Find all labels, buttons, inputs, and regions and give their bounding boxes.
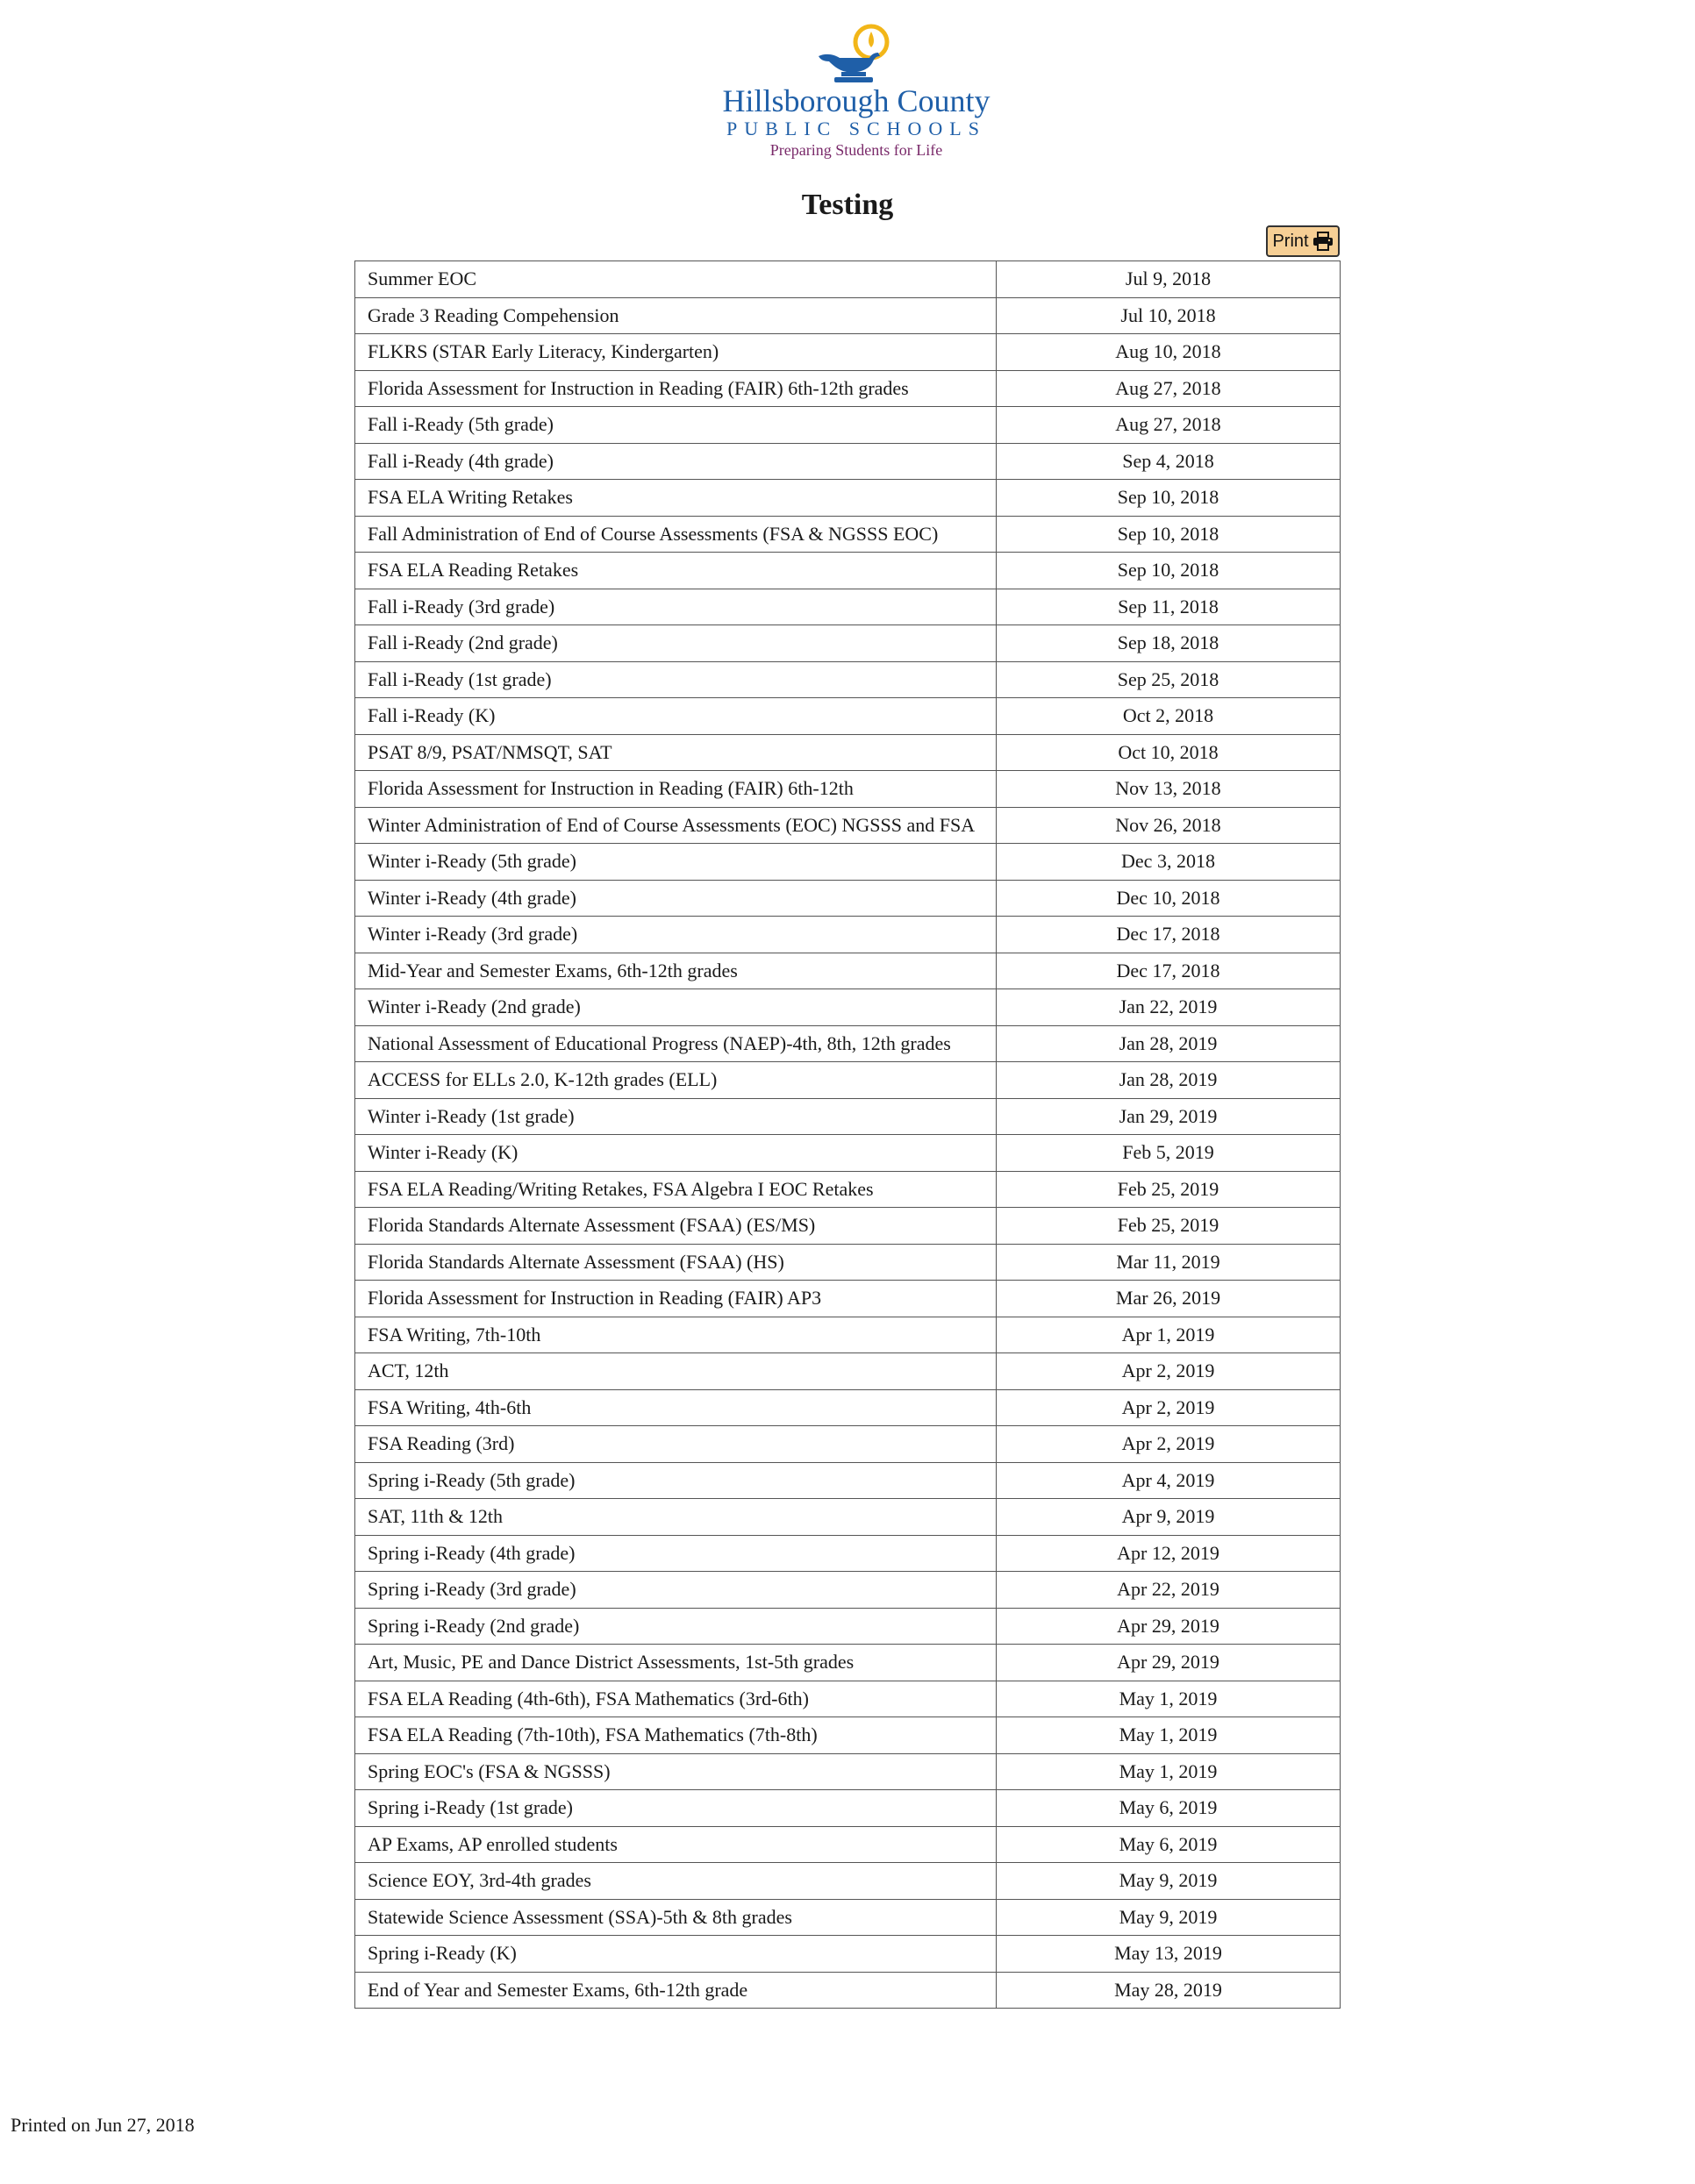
- test-date-cell: Oct 2, 2018: [997, 698, 1341, 735]
- test-name-cell: FSA Reading (3rd): [355, 1426, 997, 1463]
- printer-icon: [1312, 232, 1334, 251]
- test-name-cell: Art, Music, PE and Dance District Assessments, 1st-5th grades: [355, 1645, 997, 1681]
- test-name-cell: Mid-Year and Semester Exams, 6th-12th grades: [355, 953, 997, 989]
- table-row: [355, 1135, 1341, 1172]
- test-name-cell: Statewide Science Assessment (SSA)-5th & 8th grades: [355, 1899, 997, 1936]
- test-name-cell: FLKRS (STAR Early Literacy, Kindergarten): [355, 334, 997, 371]
- test-date-cell: Jul 9, 2018: [997, 261, 1341, 298]
- test-name-cell: FSA ELA Reading (4th-6th), FSA Mathematics (3rd-6th): [355, 1681, 997, 1717]
- test-name-cell: Science EOY, 3rd-4th grades: [355, 1863, 997, 1900]
- table-row: [355, 1281, 1341, 1317]
- test-name-cell: FSA ELA Writing Retakes: [355, 480, 997, 517]
- test-name-cell: FSA Writing, 7th-10th: [355, 1317, 997, 1353]
- test-date-cell: Aug 10, 2018: [997, 334, 1341, 371]
- testing-schedule-table: [354, 261, 1341, 2009]
- test-name-cell: Spring EOC's (FSA & NGSSS): [355, 1753, 997, 1790]
- table-row: [355, 1753, 1341, 1790]
- test-name-cell: Fall i-Ready (4th grade): [355, 443, 997, 480]
- table-row: [355, 1062, 1341, 1099]
- test-date-cell: Sep 11, 2018: [997, 589, 1341, 625]
- test-date-cell: Jan 22, 2019: [997, 989, 1341, 1026]
- test-date-cell: Sep 25, 2018: [997, 661, 1341, 698]
- table-row: [355, 516, 1341, 553]
- test-date-cell: Apr 2, 2019: [997, 1353, 1341, 1390]
- test-name-cell: Spring i-Ready (1st grade): [355, 1790, 997, 1827]
- test-name-cell: Fall i-Ready (2nd grade): [355, 625, 997, 662]
- test-name-cell: ACT, 12th: [355, 1353, 997, 1390]
- test-date-cell: Sep 4, 2018: [997, 443, 1341, 480]
- table-row: [355, 1317, 1341, 1353]
- test-date-cell: Sep 10, 2018: [997, 516, 1341, 553]
- test-date-cell: Jul 10, 2018: [997, 297, 1341, 334]
- table-row: [355, 1681, 1341, 1717]
- table-row: [355, 1244, 1341, 1281]
- test-date-cell: Apr 2, 2019: [997, 1389, 1341, 1426]
- test-date-cell: Apr 1, 2019: [997, 1317, 1341, 1353]
- test-date-cell: May 1, 2019: [997, 1717, 1341, 1754]
- test-date-cell: May 6, 2019: [997, 1790, 1341, 1827]
- test-name-cell: FSA ELA Reading (7th-10th), FSA Mathematics (7th-8th): [355, 1717, 997, 1754]
- table-row: [355, 1717, 1341, 1754]
- test-date-cell: Dec 10, 2018: [997, 880, 1341, 917]
- table-row: [355, 880, 1341, 917]
- table-row: [355, 407, 1341, 444]
- test-date-cell: May 13, 2019: [997, 1936, 1341, 1973]
- test-date-cell: Apr 4, 2019: [997, 1462, 1341, 1499]
- test-name-cell: Winter i-Ready (2nd grade): [355, 989, 997, 1026]
- table-row: [355, 698, 1341, 735]
- test-date-cell: Jan 29, 2019: [997, 1098, 1341, 1135]
- table-row: [355, 1462, 1341, 1499]
- test-name-cell: SAT, 11th & 12th: [355, 1499, 997, 1536]
- lamp-of-learning-icon: [808, 23, 905, 84]
- test-date-cell: Apr 29, 2019: [997, 1645, 1341, 1681]
- test-date-cell: Sep 10, 2018: [997, 553, 1341, 589]
- print-button[interactable]: [1266, 225, 1340, 257]
- table-row: [355, 1171, 1341, 1208]
- test-name-cell: Fall Administration of End of Course Assessments (FSA & NGSSS EOC): [355, 516, 997, 553]
- test-name-cell: End of Year and Semester Exams, 6th-12th grade: [355, 1972, 997, 2009]
- test-name-cell: Fall i-Ready (3rd grade): [355, 589, 997, 625]
- test-name-cell: Florida Assessment for Instruction in Reading (FAIR) 6th-12th: [355, 771, 997, 808]
- table-row: [355, 1098, 1341, 1135]
- table-row: [355, 1608, 1341, 1645]
- test-name-cell: Grade 3 Reading Compehension: [355, 297, 997, 334]
- test-name-cell: Winter i-Ready (1st grade): [355, 1098, 997, 1135]
- test-name-cell: Winter i-Ready (5th grade): [355, 844, 997, 881]
- test-date-cell: Dec 3, 2018: [997, 844, 1341, 881]
- table-row: [355, 661, 1341, 698]
- table-row: [355, 1208, 1341, 1245]
- test-date-cell: May 9, 2019: [997, 1899, 1341, 1936]
- table-row: [355, 443, 1341, 480]
- testing-schedule-body: [355, 261, 1341, 2009]
- table-row: [355, 771, 1341, 808]
- test-name-cell: Fall i-Ready (1st grade): [355, 661, 997, 698]
- test-date-cell: May 6, 2019: [997, 1826, 1341, 1863]
- test-date-cell: Feb 25, 2019: [997, 1208, 1341, 1245]
- test-name-cell: Winter Administration of End of Course Assessments (EOC) NGSSS and FSA: [355, 807, 997, 844]
- test-name-cell: PSAT 8/9, PSAT/NMSQT, SAT: [355, 734, 997, 771]
- test-name-cell: Winter i-Ready (3rd grade): [355, 917, 997, 953]
- test-date-cell: May 1, 2019: [997, 1681, 1341, 1717]
- test-date-cell: Apr 12, 2019: [997, 1535, 1341, 1572]
- test-date-cell: Apr 29, 2019: [997, 1608, 1341, 1645]
- test-date-cell: Apr 2, 2019: [997, 1426, 1341, 1463]
- test-name-cell: Fall i-Ready (5th grade): [355, 407, 997, 444]
- test-name-cell: FSA ELA Reading Retakes: [355, 553, 997, 589]
- test-name-cell: Spring i-Ready (2nd grade): [355, 1608, 997, 1645]
- test-date-cell: Aug 27, 2018: [997, 407, 1341, 444]
- test-name-cell: Spring i-Ready (K): [355, 1936, 997, 1973]
- page-title: Testing: [801, 189, 894, 221]
- test-date-cell: Apr 9, 2019: [997, 1499, 1341, 1536]
- table-row: [355, 589, 1341, 625]
- printed-on-date: Printed on Jun 27, 2018: [11, 2114, 195, 2136]
- test-name-cell: AP Exams, AP enrolled students: [355, 1826, 997, 1863]
- table-row: [355, 1499, 1341, 1536]
- table-row: [355, 1572, 1341, 1609]
- table-row: [355, 1645, 1341, 1681]
- table-row: [355, 1535, 1341, 1572]
- test-name-cell: National Assessment of Educational Progress (NAEP)-4th, 8th, 12th grades: [355, 1025, 997, 1062]
- test-date-cell: May 1, 2019: [997, 1753, 1341, 1790]
- table-row: [355, 334, 1341, 371]
- test-date-cell: Nov 26, 2018: [997, 807, 1341, 844]
- table-row: [355, 1025, 1341, 1062]
- test-name-cell: Winter i-Ready (K): [355, 1135, 997, 1172]
- logo-title: Hillsborough County: [722, 83, 991, 118]
- table-row: [355, 1972, 1341, 2009]
- logo-subtitle: PUBLIC SCHOOLS: [726, 118, 986, 139]
- table-row: [355, 625, 1341, 662]
- test-name-cell: ACCESS for ELLs 2.0, K-12th grades (ELL): [355, 1062, 997, 1099]
- table-row: [355, 844, 1341, 881]
- test-name-cell: FSA ELA Reading/Writing Retakes, FSA Algebra I EOC Retakes: [355, 1171, 997, 1208]
- table-row: [355, 1353, 1341, 1390]
- table-row: [355, 953, 1341, 989]
- table-row: [355, 1389, 1341, 1426]
- test-name-cell: Winter i-Ready (4th grade): [355, 880, 997, 917]
- test-date-cell: Oct 10, 2018: [997, 734, 1341, 771]
- table-row: [355, 1863, 1341, 1900]
- test-date-cell: Sep 10, 2018: [997, 480, 1341, 517]
- test-date-cell: Sep 18, 2018: [997, 625, 1341, 662]
- test-name-cell: Spring i-Ready (5th grade): [355, 1462, 997, 1499]
- test-date-cell: Nov 13, 2018: [997, 771, 1341, 808]
- test-date-cell: Jan 28, 2019: [997, 1025, 1341, 1062]
- test-name-cell: Fall i-Ready (K): [355, 698, 997, 735]
- test-name-cell: Florida Assessment for Instruction in Reading (FAIR) 6th-12th grades: [355, 370, 997, 407]
- table-row: [355, 1790, 1341, 1827]
- test-date-cell: Feb 5, 2019: [997, 1135, 1341, 1172]
- test-date-cell: Dec 17, 2018: [997, 917, 1341, 953]
- table-row: [355, 807, 1341, 844]
- test-name-cell: Spring i-Ready (4th grade): [355, 1535, 997, 1572]
- test-name-cell: Spring i-Ready (3rd grade): [355, 1572, 997, 1609]
- test-name-cell: FSA Writing, 4th-6th: [355, 1389, 997, 1426]
- test-date-cell: May 28, 2019: [997, 1972, 1341, 2009]
- print-button-label: Print: [1272, 231, 1309, 251]
- test-name-cell: Summer EOC: [355, 261, 997, 298]
- test-date-cell: May 9, 2019: [997, 1863, 1341, 1900]
- table-row: [355, 553, 1341, 589]
- table-row: [355, 1936, 1341, 1973]
- test-date-cell: Apr 22, 2019: [997, 1572, 1341, 1609]
- table-row: [355, 1426, 1341, 1463]
- test-date-cell: Aug 27, 2018: [997, 370, 1341, 407]
- table-row: [355, 297, 1341, 334]
- table-row: [355, 989, 1341, 1026]
- test-date-cell: Mar 26, 2019: [997, 1281, 1341, 1317]
- test-name-cell: Florida Assessment for Instruction in Reading (FAIR) AP3: [355, 1281, 997, 1317]
- test-date-cell: Dec 17, 2018: [997, 953, 1341, 989]
- test-name-cell: Florida Standards Alternate Assessment (FSAA) (ES/MS): [355, 1208, 997, 1245]
- table-row: [355, 370, 1341, 407]
- district-logo: [707, 23, 1005, 163]
- table-row: [355, 917, 1341, 953]
- table-row: [355, 1826, 1341, 1863]
- table-row: [355, 1899, 1341, 1936]
- table-row: [355, 734, 1341, 771]
- test-name-cell: Florida Standards Alternate Assessment (FSAA) (HS): [355, 1244, 997, 1281]
- table-row: [355, 480, 1341, 517]
- test-date-cell: Mar 11, 2019: [997, 1244, 1341, 1281]
- table-row: [355, 261, 1341, 298]
- test-date-cell: Jan 28, 2019: [997, 1062, 1341, 1099]
- test-date-cell: Feb 25, 2019: [997, 1171, 1341, 1208]
- logo-tagline: Preparing Students for Life: [769, 141, 943, 159]
